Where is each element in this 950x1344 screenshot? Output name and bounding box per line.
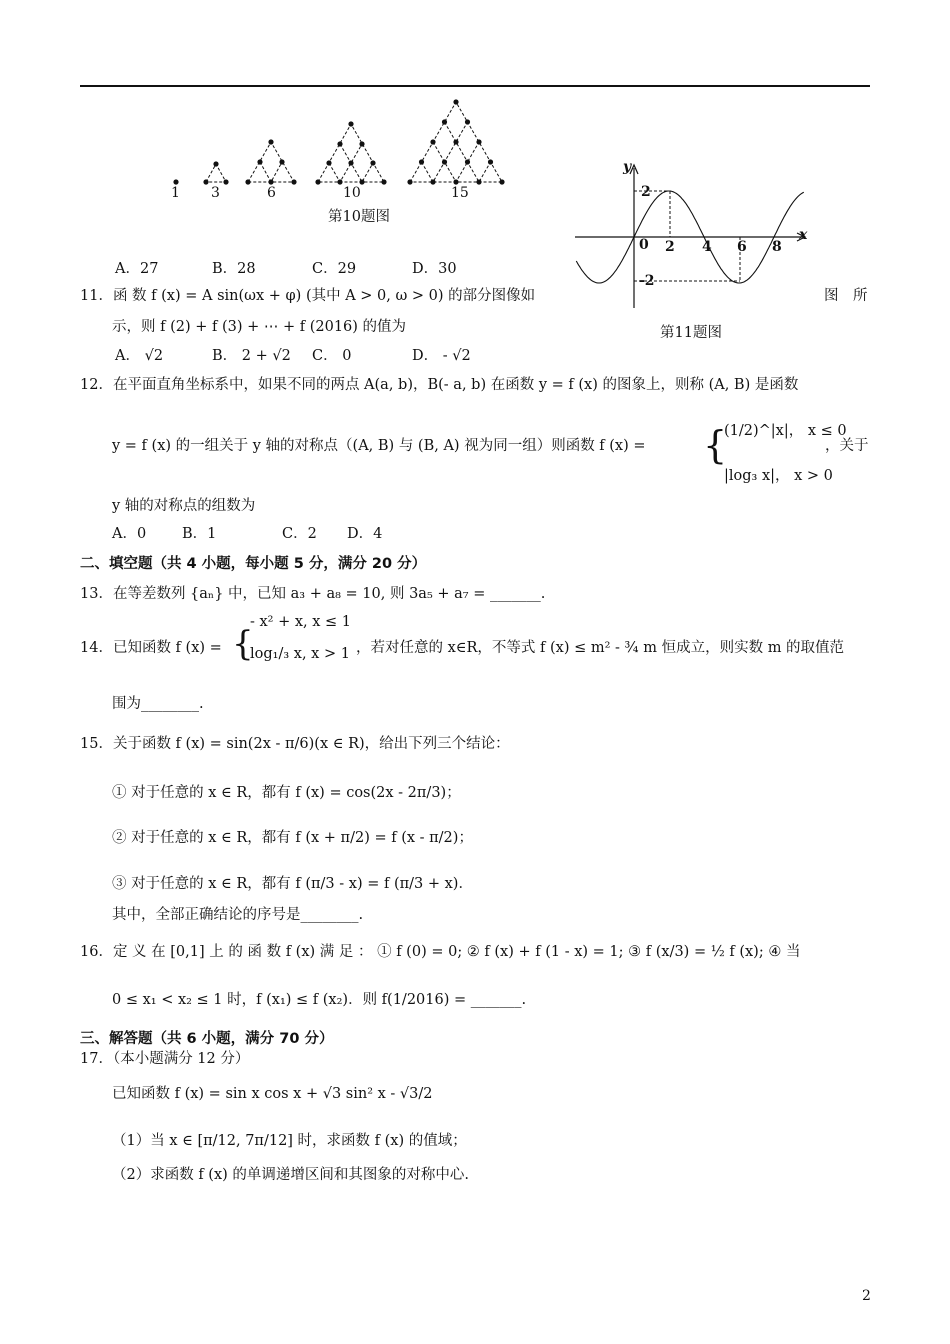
section-2-heading: 二、填空题（共 4 小题，每小题 5 分，满分 20 分） [80, 556, 427, 572]
q12-line-1: 12．在平面直角坐标系中，如果不同的两点 A(a, b)，B(- a, b) 在函数 y = f (x) 的图象上，则称 (A, B) 是函数 [80, 377, 799, 393]
q16-line-1: 16．定 义 在 [0,1] 上 的 函 数 f (x) 满 足 ： ① f (0) = 0; ② f (x) + f (1 - x) = 1; ③ f (x/3) = ½ f (x); ④ 当 [80, 944, 801, 960]
fig11-x-tick-2: 2 [665, 239, 675, 255]
fig11-x-tick-4: 4 [702, 239, 712, 255]
q17-part-2: （2）求函数 f (x) 的单调递增区间和其图象的对称中心. [112, 1167, 470, 1183]
fig10-label-1: 1 [171, 185, 180, 201]
q11-line-1-tail: 图 所 [824, 288, 868, 304]
figure-11-sine-graph [575, 160, 810, 310]
fig11-x-tick-8: 8 [772, 239, 782, 255]
q17-given: 已知函数 f (x) = sin x cos x + √3 sin² x - √3/2 [112, 1086, 433, 1102]
q11-line-1: 11．函 数 f (x) = A sin(ωx + φ) (其中 A > 0, ω > 0) 的部分图像如 [80, 288, 536, 304]
q15-statement-3: ③ 对于任意的 x ∈ R，都有 f (π/3 - x) = f (π/3 + x)． [112, 876, 473, 892]
q12-option-c: C．2 [282, 526, 317, 542]
fig11-x-axis-label: x [799, 227, 808, 243]
q12-option-a: A．0 [112, 526, 147, 542]
q11-line-2: 示，则 f (2) + f (3) + ⋯ + f (2016) 的值为 [112, 319, 407, 335]
q11-option-c: C． 0 [312, 348, 352, 364]
q11-option-a: A． √2 [115, 348, 164, 364]
q12-line-2-tail: ，关于 [825, 438, 869, 454]
q11-option-b: B． 2 + √2 [212, 348, 291, 364]
q12-line-3: y 轴的对称点的组数为 [112, 498, 256, 514]
q10-option-c: C．29 [312, 261, 357, 277]
fig10-label-15: 15 [451, 185, 469, 201]
q14-piece-2: log₁/₃ x, x > 1 [250, 646, 350, 662]
fig11-y-tick-neg2: -2 [639, 273, 655, 289]
top-rule [80, 85, 870, 87]
q14-line-2: 围为________. [112, 696, 204, 712]
q17-part-1: （1）当 x ∈ [π/12, 7π/12] 时，求函数 f (x) 的值域； [112, 1133, 467, 1149]
q12-piece-1: (1/2)^|x|， x ≤ 0 [724, 423, 847, 439]
q14-prefix: 14．已知函数 f (x) = [80, 640, 222, 656]
q10-option-a: A．27 [115, 261, 159, 277]
q12-option-d: D．4 [347, 526, 383, 542]
q12-piece-2: |log₃ x|， x > 0 [724, 468, 833, 484]
q13: 13．在等差数列 {aₙ} 中，已知 a₃ + a₈ = 10, 则 3a₅ + a₇ = _______. [80, 586, 546, 602]
q14-piecewise-brace: { [232, 624, 254, 664]
fig11-x-tick-6: 6 [737, 239, 747, 255]
q12-piecewise-brace: { [703, 423, 728, 467]
fig10-label-6: 6 [267, 185, 276, 201]
q12-option-b: B．1 [182, 526, 217, 542]
q10-option-b: B．28 [212, 261, 256, 277]
q12-line-2: y = f (x) 的一组关于 y 轴的对称点（(A, B) 与 (B, A) 视为同一组）则函数 f (x) = [112, 438, 646, 454]
q16-line-2: 0 ≤ x₁ < x₂ ≤ 1 时，f (x₁) ≤ f (x₂)．则 f(1/2016) = _______. [112, 992, 527, 1008]
page-number: 2 [862, 1288, 871, 1304]
fig11-y-axis-label: y [623, 159, 632, 175]
fig10-caption: 第10题图 [328, 209, 390, 225]
q10-option-d: D．30 [412, 261, 457, 277]
fig11-caption: 第11题图 [660, 325, 722, 341]
fig11-y-tick-2: 2 [641, 184, 651, 200]
q15-statement-2: ② 对于任意的 x ∈ R，都有 f (x + π/2) = f (x - π/2)； [112, 830, 473, 846]
fig10-label-10: 10 [343, 185, 361, 201]
q15-statement-1: ① 对于任意的 x ∈ R，都有 f (x) = cos(2x - 2π/3)； [112, 785, 461, 801]
q15-ask: 其中，全部正确结论的序号是________. [112, 907, 364, 923]
fig11-origin-label: 0 [639, 237, 649, 253]
fig10-label-3: 3 [211, 185, 220, 201]
q17-heading: 17．（本小题满分 12 分） [80, 1051, 250, 1067]
q14-piece-1: - x² + x, x ≤ 1 [250, 614, 352, 630]
q15-line-1: 15．关于函数 f (x) = sin(2x - π/6)(x ∈ R)，给出下列三个结论： [80, 736, 510, 752]
q14-suffix: ，若对任意的 x∈R，不等式 f (x) ≤ m² - ¾ m 恒成立，则实数 m 的取值范 [356, 640, 845, 656]
q11-option-d: D． - √2 [412, 348, 471, 364]
section-3-heading: 三、解答题（共 6 小题，满分 70 分） [80, 1031, 334, 1047]
